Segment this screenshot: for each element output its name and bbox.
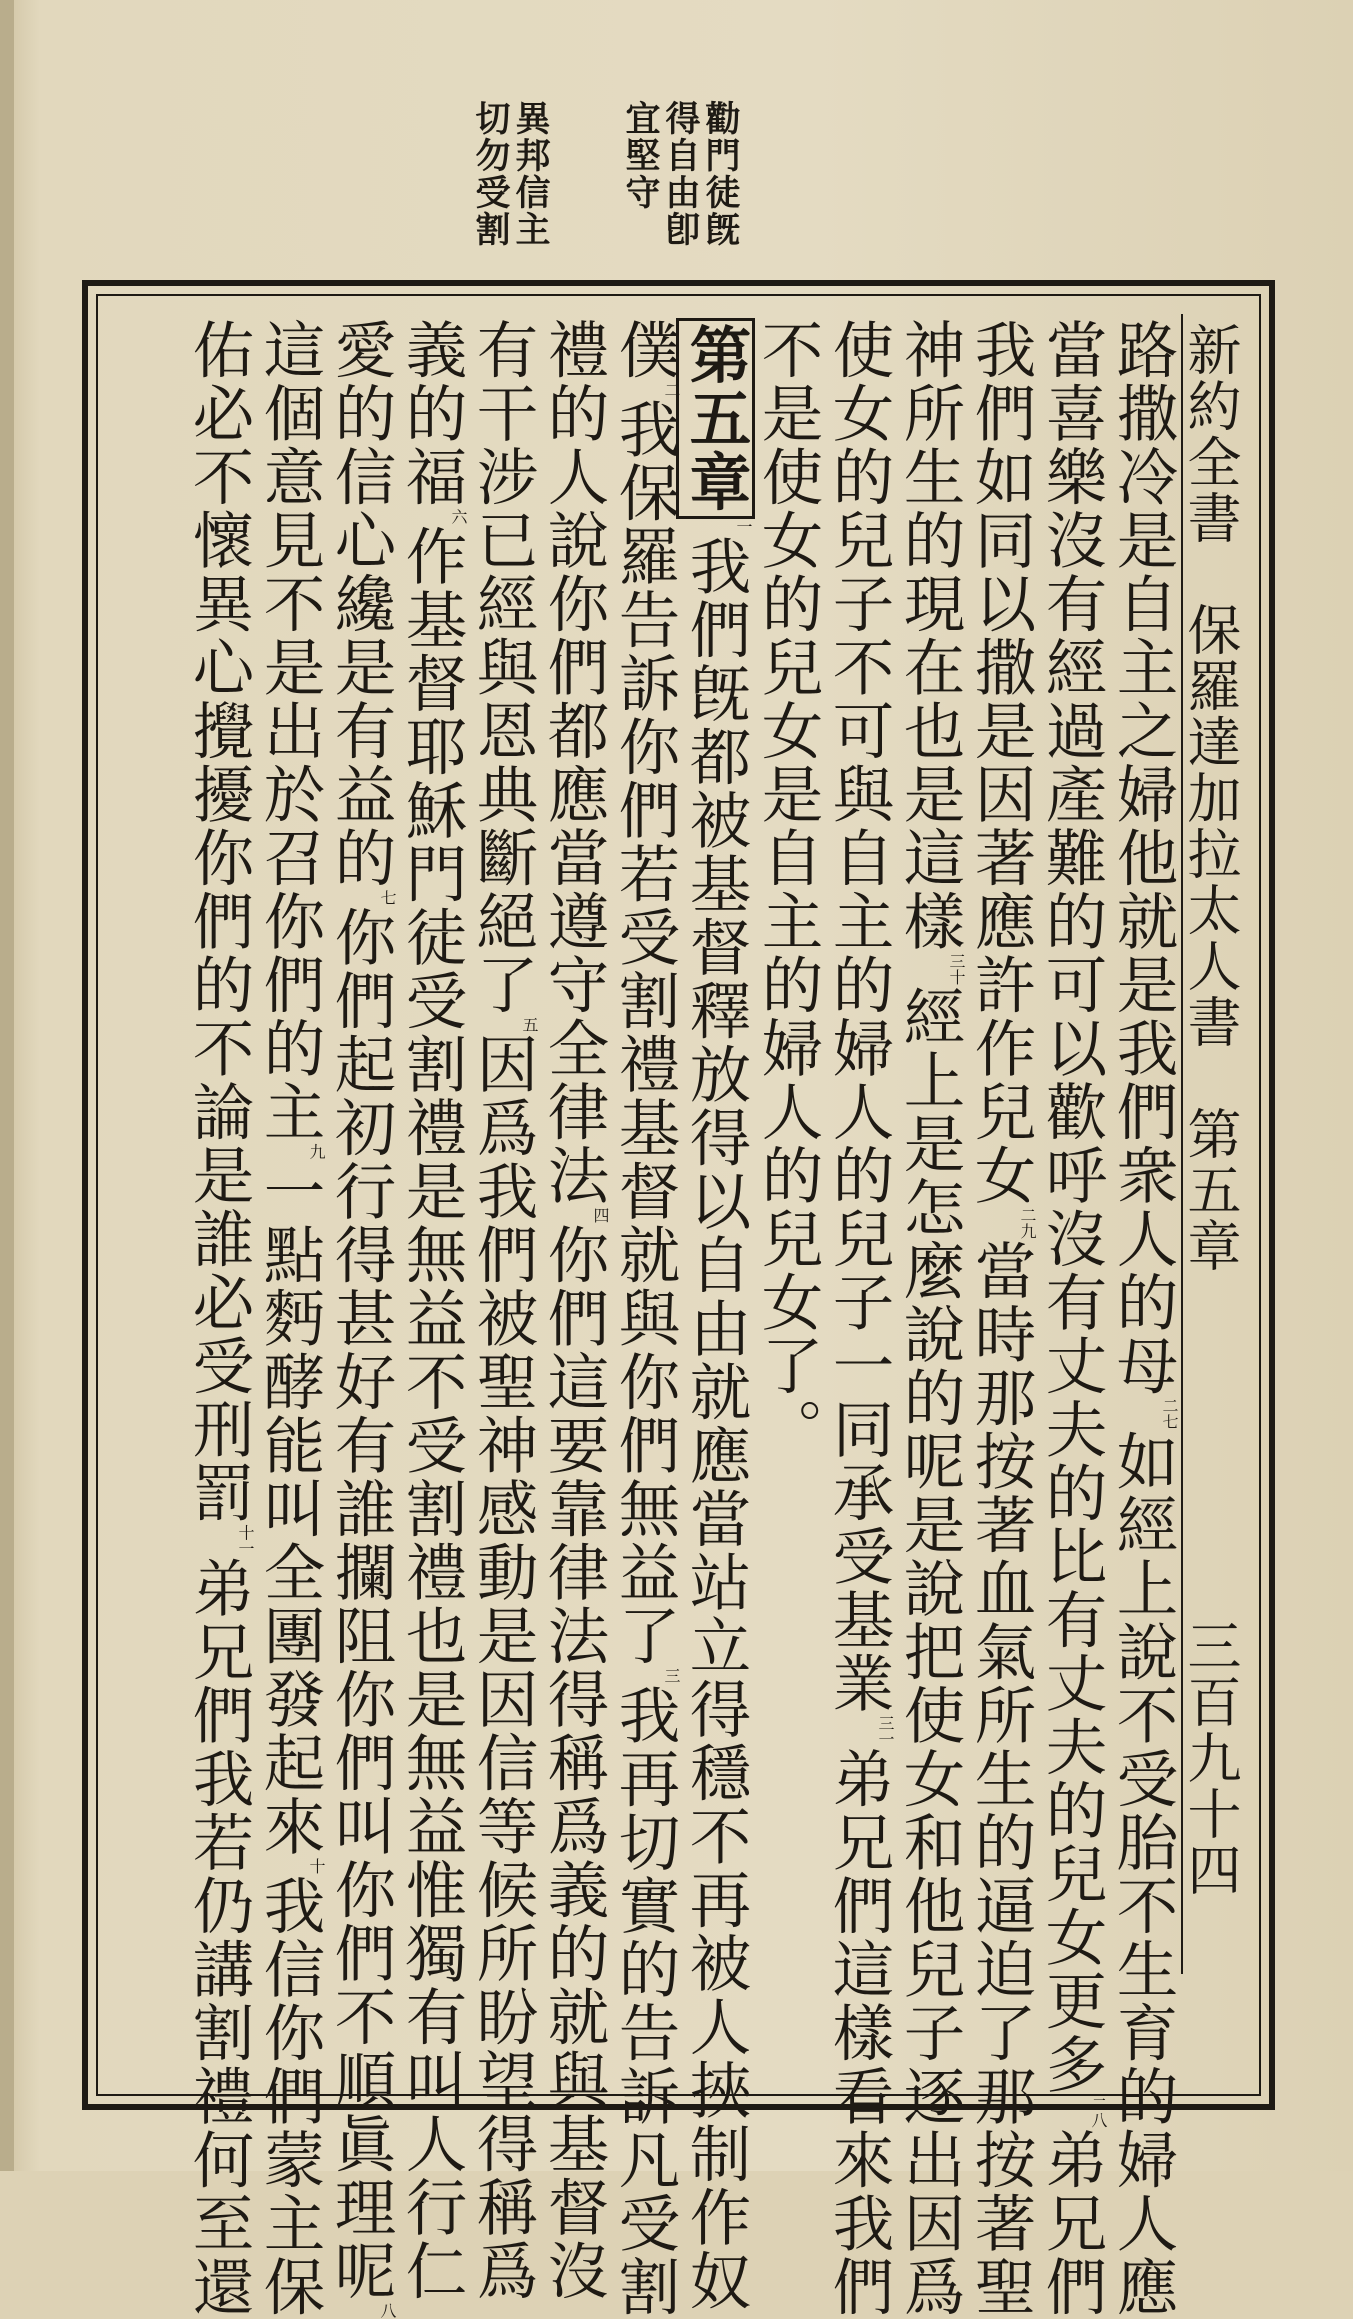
head-note: 勸門徒旣得自由卽宜堅守 bbox=[620, 100, 741, 248]
text-segment: 我再切實的告訴凡受割 bbox=[608, 1683, 680, 2319]
text-segment: 我保羅告訴你們若受割禮基督就與你們無益了 bbox=[608, 397, 680, 1668]
text-column bbox=[395, 318, 468, 2303]
head-notes bbox=[380, 100, 740, 275]
text-segment: 弟兄們我若仍講割禮何至還 bbox=[182, 1556, 254, 2319]
text-segment: 弟兄們這樣看來我們 bbox=[822, 1747, 894, 2319]
page-number: 三百九十四 bbox=[1179, 1618, 1242, 1898]
text-segment: 因爲我們被聖神感動是因信等候所盼望得稱爲 bbox=[466, 1032, 538, 2303]
verse-number: 六 bbox=[449, 508, 468, 525]
text-column bbox=[822, 318, 895, 2319]
text-segment: 經上是怎麼說的呢是說把使女和他兒子逐出因爲 bbox=[893, 985, 965, 2319]
text-segment: 你們起初行得甚好有誰攔阻你們叫你們不順眞理呢 bbox=[324, 905, 396, 2303]
text-segment: 神所生的現在也是這樣 bbox=[893, 318, 965, 953]
verse-number: 三 bbox=[662, 1667, 681, 1684]
text-segment: 有干涉已經與恩典斷絕了 bbox=[466, 318, 538, 1017]
chapter-heading: 第五章 bbox=[676, 318, 755, 519]
text-column bbox=[608, 318, 681, 2319]
text-segment: 你們這要靠律法得稱爲義的就與基督沒 bbox=[537, 1223, 609, 2303]
verse-number: 十 bbox=[307, 1858, 326, 1874]
body-text bbox=[177, 318, 1179, 2319]
verse-number: 二九 bbox=[1018, 1207, 1037, 1239]
text-column bbox=[964, 318, 1037, 2319]
text-column bbox=[1106, 318, 1179, 2319]
verse-number: 七 bbox=[378, 889, 397, 906]
head-note: 異邦信主切勿受割 bbox=[470, 100, 551, 248]
verse-number: 八 bbox=[378, 2302, 397, 2319]
text-segment: 作基督耶穌門徒受割禮是無益不受割禮也是無益惟獨有叫人行仁 bbox=[395, 524, 467, 2303]
text-segment: 佑必不懷異心攪擾你們的不論是誰必受刑罰 bbox=[182, 318, 254, 1525]
text-segment: 路撒冷是自主之婦他就是我們衆人的母 bbox=[1106, 318, 1178, 1398]
verse-number: 十一 bbox=[236, 1524, 255, 1557]
text-column bbox=[679, 318, 753, 2313]
verse-number: 五 bbox=[520, 1016, 539, 1033]
text-segment: 愛的信心纔是有益的 bbox=[324, 318, 396, 890]
text-segment: 我們旣都被基督釋放得以自由就應當站立得穩不再被人挾制作奴 bbox=[679, 534, 751, 2313]
verse-number: 三十 bbox=[947, 953, 966, 985]
verse-number: 二七 bbox=[1160, 1397, 1179, 1430]
text-segment: 不是使女的兒女是自主的婦人的兒女了。 bbox=[751, 318, 823, 1461]
text-column bbox=[466, 318, 539, 2303]
verse-number: 九 bbox=[307, 1143, 326, 1160]
text-segment: 我們如同以撒是因著應許作兒女 bbox=[964, 318, 1036, 1207]
text-column bbox=[182, 318, 255, 2319]
text-segment: 如經上說不受胎不生育的婦人應 bbox=[1106, 1429, 1178, 2319]
text-column bbox=[893, 318, 966, 2319]
verse-number: 二 bbox=[662, 381, 681, 398]
text-segment: 當喜樂沒有經過產難的可以歡呼沒有丈夫的比有丈夫的兒女更多 bbox=[1035, 318, 1107, 2096]
text-segment: 義的福 bbox=[395, 318, 467, 509]
text-segment: 當時那按著血氣所生的逼迫了那按著聖 bbox=[964, 1239, 1036, 2319]
text-segment: 我信你們蒙主保 bbox=[253, 1874, 325, 2319]
text-column bbox=[1035, 318, 1108, 2319]
text-segment: 僕 bbox=[608, 318, 680, 382]
text-column bbox=[751, 318, 822, 2078]
verse-number: 二八 bbox=[1089, 2096, 1108, 2128]
text-column bbox=[253, 318, 326, 2319]
text-column bbox=[324, 318, 397, 2319]
text-segment: 這個意見不是出於召你們的主 bbox=[253, 318, 325, 1144]
verse-number: 四 bbox=[591, 1207, 610, 1223]
verse-number: 三一 bbox=[876, 1715, 895, 1747]
text-segment: 一點麪酵能叫全團發起來 bbox=[253, 1159, 325, 1858]
running-title: 新約全書 保羅達加拉太人書 第五章 bbox=[1179, 322, 1242, 1274]
text-segment: 弟兄們 bbox=[1035, 2128, 1107, 2319]
text-segment: 使女的兒子不可與自主的婦人的兒子一同承受基業 bbox=[822, 318, 894, 1715]
verse-number: 一 bbox=[734, 518, 753, 535]
binding-edge bbox=[0, 0, 14, 2171]
text-column bbox=[537, 318, 610, 2303]
text-segment: 禮的人說你們都應當遵守全律法 bbox=[537, 318, 609, 1207]
